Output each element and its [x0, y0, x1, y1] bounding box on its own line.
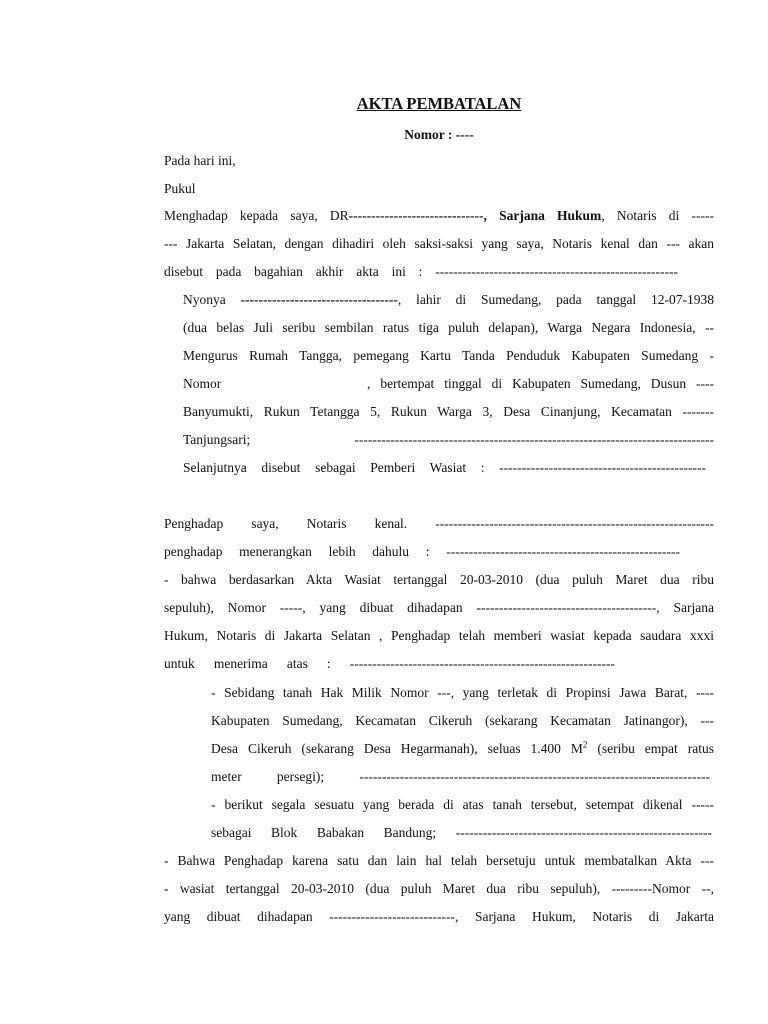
text-line: - Sebidang tanah Hak Milik Nomor ---, yang terletak di Propinsi Jawa Barat, ----: [211, 685, 714, 700]
text-line: Tanjungsari; --------------------------------------------------------------------------------: [183, 432, 714, 447]
text-span: Desa Cikeruh (sekarang Desa Hegarmanah), seluas 1.400 M: [211, 741, 583, 756]
document-title: AKTA PEMBATALAN: [356, 94, 522, 113]
text-line: [164, 208, 714, 224]
text-line: Mengurus Rumah Tangga, pemegang Kartu Tanda Penduduk Kabupaten Sumedang -: [183, 348, 714, 363]
text-span: , lahir di Sumedang, pada tanggal 12-07-1938: [397, 292, 714, 307]
text-line: meter persegi); ------------------------------------------------------------------------------: [211, 769, 710, 784]
text-line: Pada hari ini,: [164, 153, 236, 168]
text-line: Hukum, Notaris di Jakarta Selatan , Penghadap telah memberi wasiat kepada saudara xxxi: [164, 628, 714, 643]
text-span: Menghadap kepada saya, DR: [164, 208, 349, 223]
text-line: penghadap menerangkan lebih dahulu : ----------------------------------------------------: [164, 544, 680, 559]
text-span: (seribu empat ratus: [587, 741, 714, 756]
text-line: Pukul: [164, 181, 196, 196]
text-line: sebagai Blok Babakan Bandung; ---------------------------------------------------------: [211, 825, 712, 840]
text-line: - bahwa berdasarkan Akta Wasiat tertanggal 20-03-2010 (dua puluh Maret dua ribu: [164, 572, 714, 587]
text-line: [183, 292, 714, 308]
text-line: Banyumukti, Rukun Tetangga 5, Rukun Warga 3, Desa Cinanjung, Kecamatan -------: [183, 404, 714, 419]
text-line: sepuluh), Nomor -----, yang dibuat dihadapan ----------------------------------------, Sarjana: [164, 600, 714, 615]
text-line: [211, 741, 714, 757]
text-line: untuk menerima atas : -----------------------------------------------------------: [164, 656, 615, 671]
text-line: - Bahwa Penghadap karena satu dan lain hal telah bersetuju untuk membatalkan Akta ---: [164, 853, 714, 868]
document-number: Nomor : ----: [404, 127, 474, 142]
text-line: - berikut segala sesuatu yang berada di atas tanah tersebut, setempat dikenal -----: [211, 797, 714, 812]
text-span: Nyonya: [183, 292, 241, 307]
text-line: (dua belas Juli seribu sembilan ratus tiga puluh delapan), Warga Negara Indonesia, --: [183, 320, 714, 335]
party-name-placeholder: -----------------------------------: [240, 292, 398, 307]
text-line: --- Jakarta Selatan, dengan dihadiri oleh saksi-saksi yang saya, Notaris kenal dan --- akan: [164, 236, 714, 251]
text-line: , bertempat tinggal di Kabupaten Sumedang, Dusun ----: [367, 376, 714, 391]
text-line: disebut pada bagahian akhir akta ini : ------------------------------------------------------: [164, 264, 678, 279]
notary-name-placeholder: ------------------------------, Sarjana Hukum: [348, 208, 602, 223]
text-line: yang dibuat dihadapan ----------------------------, Sarjana Hukum, Notaris di Jakarta: [164, 909, 714, 924]
superscript: 2: [582, 739, 588, 750]
text-line: Kabupaten Sumedang, Kecamatan Cikeruh (sekarang Kecamatan Jatinangor), ---: [211, 713, 714, 728]
text-line: - wasiat tertanggal 20-03-2010 (dua puluh Maret dua ribu sepuluh), ---------Nomor --,: [164, 881, 714, 896]
text-line: Selanjutnya disebut sebagai Pemberi Wasiat : ----------------------------------------------: [183, 460, 706, 475]
text-span: , Notaris di -----: [601, 208, 714, 223]
text-line: Nomor: [183, 376, 222, 391]
text-line: Penghadap saya, Notaris kenal. --------------------------------------------------------------: [164, 516, 714, 531]
